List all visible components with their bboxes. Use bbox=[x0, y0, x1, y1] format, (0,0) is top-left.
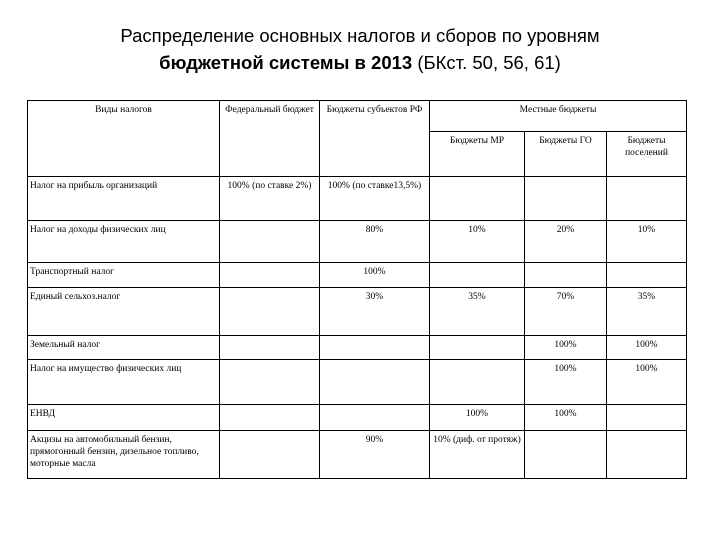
settlements-cell bbox=[607, 431, 687, 479]
federal-cell bbox=[220, 431, 320, 479]
subjects-cell: 30% bbox=[320, 288, 430, 336]
go-cell: 20% bbox=[525, 221, 607, 263]
subjects-cell bbox=[320, 336, 430, 360]
mr-cell bbox=[430, 263, 525, 288]
tax-name: Единый сельхоз.налог bbox=[28, 288, 220, 336]
settlements-cell bbox=[607, 263, 687, 288]
settlements-cell bbox=[607, 177, 687, 221]
mr-cell: 100% bbox=[430, 405, 525, 431]
header-mr-budget: Бюджеты МР bbox=[430, 132, 525, 177]
table-row bbox=[28, 288, 687, 336]
subjects-cell: 100% bbox=[320, 263, 430, 288]
header-local-budgets: Местные бюджеты bbox=[430, 101, 687, 132]
mr-cell bbox=[430, 336, 525, 360]
tax-name: Акцизы на автомобильный бензин, прямогонный бензин, дизельное топливо, моторные масла bbox=[28, 431, 220, 479]
table-row bbox=[28, 221, 687, 263]
header-row-top bbox=[28, 101, 687, 132]
mr-cell: 10% (диф. от протяж) bbox=[430, 431, 525, 479]
table-row bbox=[28, 360, 687, 405]
header-settlements-budget: Бюджеты поселений bbox=[607, 132, 687, 177]
title-line-2 bbox=[0, 49, 720, 76]
federal-cell bbox=[220, 360, 320, 405]
mr-cell bbox=[430, 360, 525, 405]
tax-name: Налог на прибыль организаций bbox=[28, 177, 220, 221]
table-row bbox=[28, 336, 687, 360]
header-subjects-budget: Бюджеты субъектов РФ bbox=[320, 101, 430, 177]
tax-name: Налог на доходы физических лиц bbox=[28, 221, 220, 263]
mr-cell bbox=[430, 177, 525, 221]
tax-name: Транспортный налог bbox=[28, 263, 220, 288]
settlements-cell: 10% bbox=[607, 221, 687, 263]
header-go-budget: Бюджеты ГО bbox=[525, 132, 607, 177]
tax-name: Налог на имущество физических лиц bbox=[28, 360, 220, 405]
tax-name: ЕНВД bbox=[28, 405, 220, 431]
tax-distribution-table bbox=[27, 100, 687, 479]
federal-cell: 100% (по ставке 2%) bbox=[220, 177, 320, 221]
go-cell: 100% bbox=[525, 405, 607, 431]
tax-name: Земельный налог bbox=[28, 336, 220, 360]
settlements-cell: 35% bbox=[607, 288, 687, 336]
federal-cell bbox=[220, 336, 320, 360]
federal-cell bbox=[220, 405, 320, 431]
subjects-cell: 100% (по ставке13,5%) bbox=[320, 177, 430, 221]
mr-cell: 10% bbox=[430, 221, 525, 263]
header-federal-budget: Федеральный бюджет bbox=[220, 101, 320, 177]
title-rest-part: (БКст. 50, 56, 61) bbox=[412, 52, 561, 73]
title-bold-part: бюджетной системы в 2013 bbox=[159, 52, 413, 73]
federal-cell bbox=[220, 221, 320, 263]
go-cell: 100% bbox=[525, 336, 607, 360]
table-row bbox=[28, 177, 687, 221]
go-cell bbox=[525, 177, 607, 221]
go-cell: 100% bbox=[525, 360, 607, 405]
federal-cell bbox=[220, 288, 320, 336]
subjects-cell bbox=[320, 405, 430, 431]
settlements-cell: 100% bbox=[607, 360, 687, 405]
go-cell bbox=[525, 431, 607, 479]
title-line-1: Распределение основных налогов и сборов по уровням bbox=[120, 25, 600, 46]
table-row bbox=[28, 405, 687, 431]
subjects-cell: 80% bbox=[320, 221, 430, 263]
slide-title bbox=[0, 22, 720, 76]
settlements-cell bbox=[607, 405, 687, 431]
go-cell: 70% bbox=[525, 288, 607, 336]
subjects-cell bbox=[320, 360, 430, 405]
go-cell bbox=[525, 263, 607, 288]
subjects-cell: 90% bbox=[320, 431, 430, 479]
table-row bbox=[28, 263, 687, 288]
header-tax-types: Виды налогов bbox=[28, 101, 220, 177]
table-row bbox=[28, 431, 687, 479]
settlements-cell: 100% bbox=[607, 336, 687, 360]
federal-cell bbox=[220, 263, 320, 288]
mr-cell: 35% bbox=[430, 288, 525, 336]
